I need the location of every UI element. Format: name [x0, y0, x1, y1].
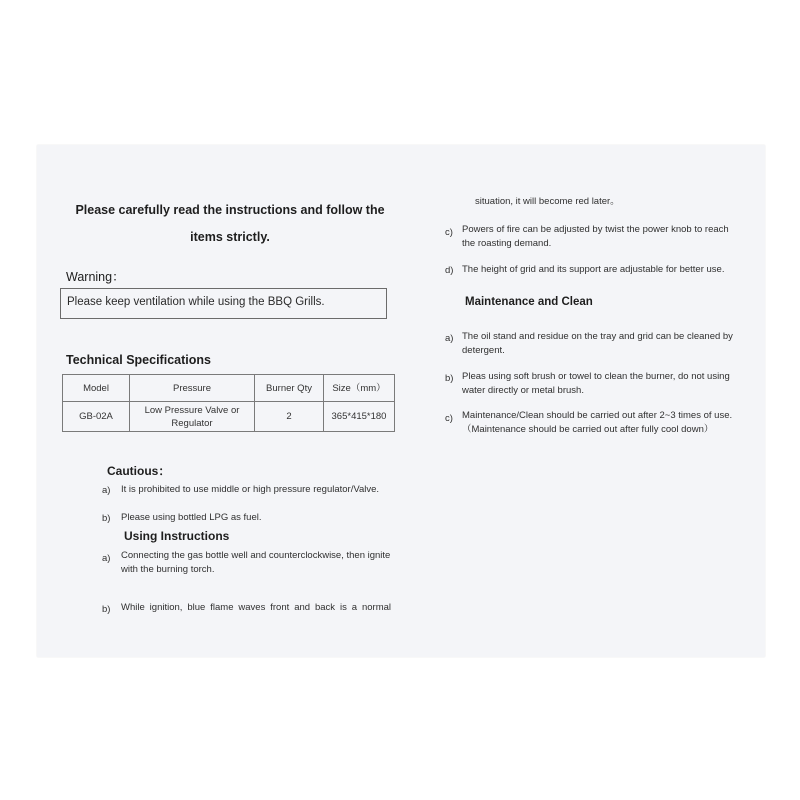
spec-model: GB-02A — [63, 402, 130, 432]
using-c-line-1: Powers of fire can be adjusted by twist the power knob to reach — [462, 224, 729, 235]
spec-header-burner-qty: Burner Qty — [255, 375, 324, 402]
using-a-line-1: Connecting the gas bottle well and counterclockwise, then ignite — [121, 550, 391, 561]
using-b-marker: b) — [102, 604, 111, 615]
using-a-line-2: with the burning torch. — [121, 564, 215, 575]
instruction-sheet — [37, 145, 765, 657]
spec-pressure — [130, 402, 255, 432]
intro-line-1: Please carefully read the instructions and follow the — [75, 203, 385, 217]
warning-heading: Warning： — [66, 270, 125, 284]
cautious-heading: Cautious： — [107, 464, 171, 478]
tech-spec-heading: Technical Specifications — [66, 353, 211, 367]
using-d-marker: d) — [445, 265, 454, 276]
spec-burner-qty: 2 — [255, 402, 324, 432]
spec-data-row — [63, 402, 395, 432]
spec-pressure-line-1: Low Pressure Valve or — [144, 404, 240, 416]
maintenance-b-line-1: Pleas using soft brush or towel to clean the burner, do not using — [462, 371, 730, 382]
maintenance-c-marker: c) — [445, 413, 453, 424]
spec-header-row — [63, 375, 395, 402]
cautious-b-text: Please using bottled LPG as fuel. — [121, 512, 262, 523]
using-a-marker: a) — [102, 553, 111, 564]
maintenance-heading: Maintenance and Clean — [465, 296, 593, 308]
spec-header-pressure: Pressure — [130, 375, 255, 402]
cautious-a-marker: a) — [102, 485, 111, 496]
maintenance-a-marker: a) — [445, 333, 454, 344]
maintenance-b-line-2: water directly or metal brush. — [462, 385, 584, 396]
using-b-line-1: While ignition, blue flame waves front and back is a normal — [121, 602, 391, 613]
spec-size: 365*415*180 — [324, 402, 395, 432]
spec-table — [62, 374, 395, 432]
maintenance-b-marker: b) — [445, 373, 454, 384]
maintenance-c-line-2: （Maintenance should be carried out after fully cool down） — [462, 424, 714, 435]
spec-pressure-line-2: Regulator — [171, 417, 213, 429]
spec-header-model: Model — [63, 375, 130, 402]
cautious-a-text: It is prohibited to use middle or high pressure regulator/Valve. — [121, 484, 380, 495]
using-c-marker: c) — [445, 227, 453, 238]
maintenance-c-line-1: Maintenance/Clean should be carried out after 2~3 times of use. — [462, 410, 733, 421]
using-d-line-1: The height of grid and its support are adjustable for better use. — [462, 264, 725, 275]
maintenance-a-line-1: The oil stand and residue on the tray and grid can be cleaned by — [462, 331, 733, 342]
warning-text: Please keep ventilation while using the BBQ Grills. — [67, 296, 325, 308]
using-heading: Using Instructions — [124, 529, 230, 543]
maintenance-a-line-2: detergent. — [462, 345, 505, 356]
cautious-b-marker: b) — [102, 513, 111, 524]
spec-header-size: Size（mm） — [324, 375, 395, 402]
warning-box — [60, 288, 387, 319]
intro-line-2: items strictly. — [190, 230, 270, 244]
using-b-continued: situation, it will become red later。 — [475, 196, 620, 207]
using-c-line-2: the roasting demand. — [462, 238, 552, 249]
